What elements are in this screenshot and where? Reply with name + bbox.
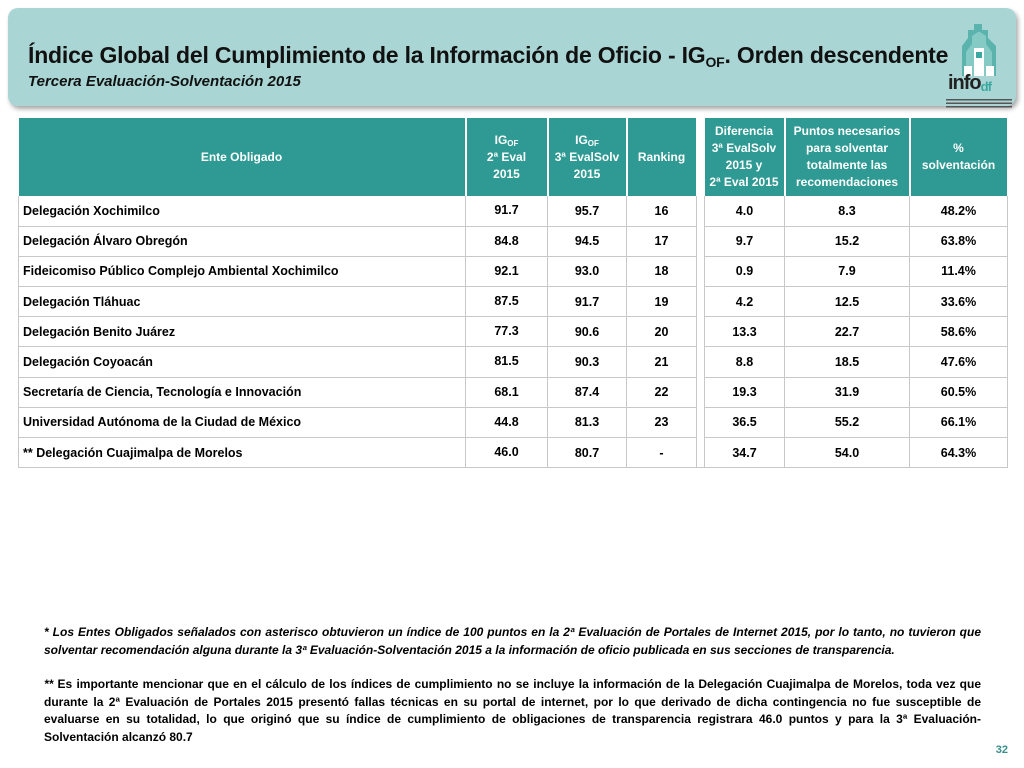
cell-porcentaje-solventacion: 63.8% — [910, 226, 1008, 256]
table-body — [19, 196, 1008, 468]
cell-porcentaje-solventacion: 60.5% — [910, 377, 1008, 407]
cell-puntos-necesarios: 12.5 — [785, 287, 910, 317]
page-subtitle: Tercera Evaluación-Solventación 2015 — [28, 73, 301, 90]
cell-ranking: 22 — [627, 377, 697, 407]
cell-porcentaje-solventacion: 33.6% — [910, 287, 1008, 317]
column-gap — [697, 438, 705, 468]
cell-porcentaje-solventacion: 64.3% — [910, 438, 1008, 468]
column-gap — [697, 347, 705, 377]
cell-ente: Universidad Autónoma de la Ciudad de México — [19, 407, 466, 437]
header-ig-3evalsolv: $IG_{OF}$ 3ª EvalSolv 2015 — [548, 118, 627, 196]
header-banner — [8, 8, 1016, 106]
building-icon — [944, 22, 1016, 78]
cell-ig-3evalsolv: 90.6 — [548, 317, 627, 347]
cell-diferencia: 34.7 — [705, 438, 785, 468]
cell-porcentaje-solventacion: 58.6% — [910, 317, 1008, 347]
cell-ig-3evalsolv: 93.0 — [548, 256, 627, 286]
cell-diferencia: 13.3 — [705, 317, 785, 347]
table-row — [19, 377, 1008, 407]
table-row — [19, 287, 1008, 317]
header-ente: Ente Obligado — [19, 118, 466, 196]
cell-diferencia: 8.8 — [705, 347, 785, 377]
column-gap — [697, 287, 705, 317]
infodf-logo — [944, 22, 1016, 110]
cell-puntos-necesarios: 22.7 — [785, 317, 910, 347]
cell-ranking: 17 — [627, 226, 697, 256]
cell-ente: Secretaría de Ciencia, Tecnología e Innovación — [19, 377, 466, 407]
cell-ig-2eval: 68.1 — [466, 377, 548, 407]
footnote-asterisk: * Los Entes Obligados señalados con asterisco obtuvieron un índice de 100 puntos en la 2ª Evaluación de Portales de Internet 2015, por lo tanto, no tuvieron que solventar recomendación alguna durante la 3ª Evaluación-Solventación 2015 a la información de oficio publicada en sus secciones de transparencia. — [44, 625, 981, 657]
footnote-double-asterisk: ** Es importante mencionar que en el cálculo de los índices de cumplimiento no se incluye la información de la Delegación Cuajimalpa de Morelos, toda vez que durante la 2ª Evaluación de Portales 2015 presentó fallas técnicas en su portal de internet, por lo que derivado de dicha contingencia no fue susceptible de evaluarse en su totalidad, lo que originó que su índice de cumplimiento de obligaciones de transparencia registrara 46.0 puntos y para la 3ª Evaluación-Solventación alcanzó 80.7 — [44, 677, 981, 744]
cell-diferencia: 4.0 — [705, 196, 785, 226]
table-row — [19, 347, 1008, 377]
header-ranking: Ranking — [627, 118, 697, 196]
compliance-table — [18, 118, 1009, 468]
cell-porcentaje-solventacion: 66.1% — [910, 407, 1008, 437]
cell-ig-3evalsolv: 95.7 — [548, 196, 627, 226]
cell-diferencia: 4.2 — [705, 287, 785, 317]
header-ig-2eval: $IG_{OF}$ 2ª Eval 2015 — [466, 118, 548, 196]
table-row — [19, 196, 1008, 226]
cell-ranking: - — [627, 438, 697, 468]
column-gap — [697, 407, 705, 437]
page-number: 32 — [995, 744, 1008, 756]
cell-ente: Delegación Benito Juárez — [19, 317, 466, 347]
header-puntos-necesarios: Puntos necesarios para solventar totalmente las recomendaciones — [785, 118, 910, 196]
header-diferencia: Diferencia 3ª EvalSolv 2015 y 2ª Eval 2015 — [705, 118, 785, 196]
cell-puntos-necesarios: 18.5 — [785, 347, 910, 377]
column-gap — [697, 317, 705, 347]
cell-ente: Delegación Tláhuac — [19, 287, 466, 317]
cell-ente: ** Delegación Cuajimalpa de Morelos — [19, 438, 466, 468]
logo-caption-lines — [944, 98, 1014, 110]
cell-ente: Delegación Álvaro Obregón — [19, 226, 466, 256]
cell-puntos-necesarios: 7.9 — [785, 256, 910, 286]
cell-ig-3evalsolv: 90.3 — [548, 347, 627, 377]
cell-ranking: 23 — [627, 407, 697, 437]
cell-porcentaje-solventacion: 47.6% — [910, 347, 1008, 377]
cell-ranking: 18 — [627, 256, 697, 286]
cell-puntos-necesarios: 8.3 — [785, 196, 910, 226]
cell-ranking: 21 — [627, 347, 697, 377]
cell-ig-2eval: 77.3 — [466, 317, 548, 347]
cell-ranking: 16 — [627, 196, 697, 226]
cell-ig-2eval: 87.5 — [466, 287, 548, 317]
column-gap — [697, 196, 705, 226]
cell-porcentaje-solventacion: 11.4% — [910, 256, 1008, 286]
header-porcentaje-solventacion: % solventación — [910, 118, 1008, 196]
cell-ig-2eval: 46.0 — [466, 438, 548, 468]
cell-puntos-necesarios: 31.9 — [785, 377, 910, 407]
column-gap — [697, 118, 705, 196]
table-row — [19, 438, 1008, 468]
cell-porcentaje-solventacion: 48.2% — [910, 196, 1008, 226]
page-title: Índice Global del Cumplimiento de la Información de Oficio - $IG_{OF}$. Orden descendente — [28, 42, 949, 70]
cell-diferencia: 0.9 — [705, 256, 785, 286]
cell-puntos-necesarios: 55.2 — [785, 407, 910, 437]
table-row — [19, 407, 1008, 437]
cell-ig-2eval: 84.8 — [466, 226, 548, 256]
cell-ig-2eval: 91.7 — [466, 196, 548, 226]
cell-diferencia: 9.7 — [705, 226, 785, 256]
cell-diferencia: 19.3 — [705, 377, 785, 407]
cell-puntos-necesarios: 54.0 — [785, 438, 910, 468]
cell-diferencia: 36.5 — [705, 407, 785, 437]
table-row — [19, 226, 1008, 256]
cell-ranking: 19 — [627, 287, 697, 317]
column-gap — [697, 377, 705, 407]
cell-ente: Fideicomiso Público Complejo Ambiental Xochimilco — [19, 256, 466, 286]
table-header-row — [19, 118, 1008, 196]
cell-ig-3evalsolv: 87.4 — [548, 377, 627, 407]
cell-ig-3evalsolv: 91.7 — [548, 287, 627, 317]
footnotes — [44, 624, 981, 747]
column-gap — [697, 226, 705, 256]
table-row — [19, 317, 1008, 347]
column-gap — [697, 256, 705, 286]
table-row — [19, 256, 1008, 286]
cell-ig-2eval: 81.5 — [466, 347, 548, 377]
cell-ig-3evalsolv: 94.5 — [548, 226, 627, 256]
cell-ig-3evalsolv: 80.7 — [548, 438, 627, 468]
cell-ig-2eval: 92.1 — [466, 256, 548, 286]
cell-ig-3evalsolv: 81.3 — [548, 407, 627, 437]
cell-puntos-necesarios: 15.2 — [785, 226, 910, 256]
cell-ranking: 20 — [627, 317, 697, 347]
cell-ente: Delegación Xochimilco — [19, 196, 466, 226]
logo-wordmark: infodf — [948, 72, 991, 94]
cell-ig-2eval: 44.8 — [466, 407, 548, 437]
cell-ente: Delegación Coyoacán — [19, 347, 466, 377]
